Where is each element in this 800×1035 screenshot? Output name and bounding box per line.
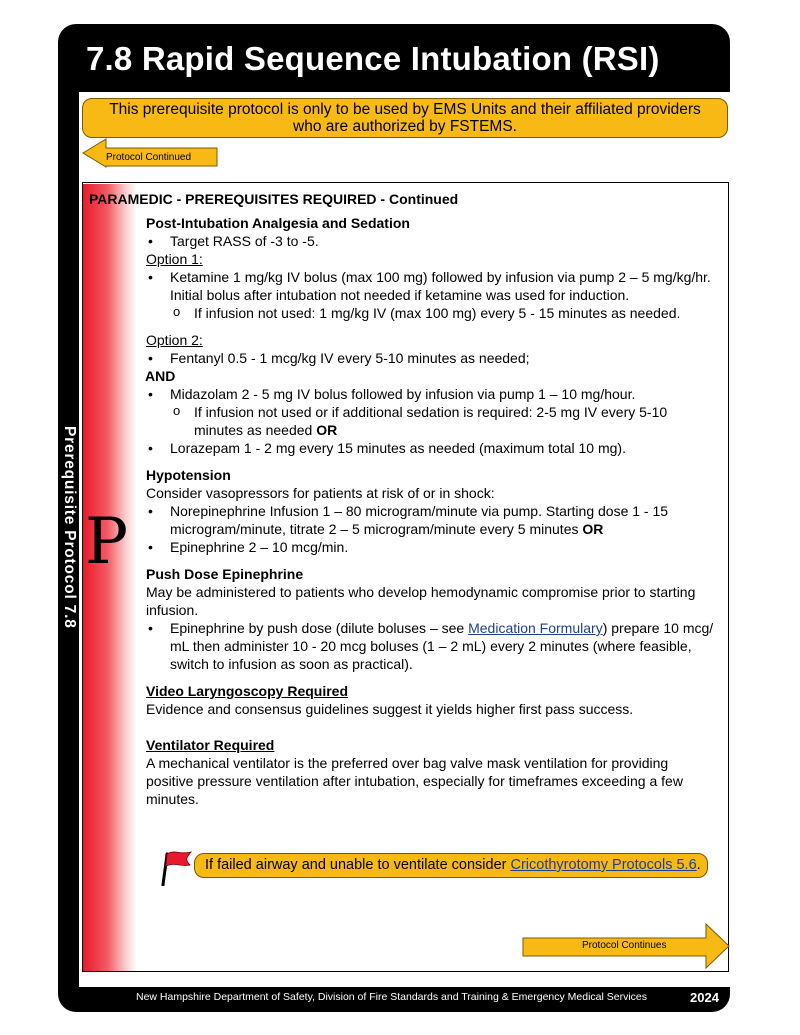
hypotension-title: Hypotension xyxy=(146,467,231,483)
page-title: 7.8 Rapid Sequence Intubation (RSI) xyxy=(86,40,660,77)
protocol-body xyxy=(146,214,730,808)
failed-airway-callout xyxy=(194,853,708,878)
medication-formulary-link[interactable]: Medication Formulary xyxy=(468,620,603,636)
ventilator-line-2: positive pressure ventilation after intubation, especially for timeframes exceeding a few xyxy=(146,773,683,789)
video-laryngoscopy-title: Video Laryngoscopy Required xyxy=(146,683,349,699)
red-flag-icon xyxy=(158,846,194,886)
list-item: • Target RASS of -3 to -5. xyxy=(146,232,730,250)
hypotension-intro: Consider vasopressors for patients at risk of or in shock: xyxy=(146,485,495,501)
sub-item xyxy=(146,403,730,439)
norepi-line-2: microgram/minute, titrate 2 – 5 microgram/minute every 5 minutes xyxy=(170,521,579,537)
or-label: OR xyxy=(316,422,338,438)
ventilator-title: Ventilator Required xyxy=(146,737,275,753)
notice-line-2: who are authorized by FSTEMS. xyxy=(293,118,517,135)
list-item xyxy=(146,268,730,304)
ventilator-line-1: A mechanical ventilator is the preferred over bag valve mask ventilation for providing xyxy=(146,755,669,771)
or-label: OR xyxy=(582,521,604,537)
protocol-continues-label: Protocol Continues xyxy=(582,940,667,951)
footer-year: 2024 xyxy=(690,990,719,1005)
ketamine-line-1: Ketamine 1 mg/kg IV bolus (max 100 mg) followed by infusion via pump 2 – 5 mg/kg/hr. xyxy=(170,269,711,285)
list-item xyxy=(146,619,730,673)
midazolam-sub-line-2: minutes as needed xyxy=(194,422,313,438)
ventilator-line-3: minutes. xyxy=(146,791,199,807)
video-laryngoscopy-text: Evidence and consensus guidelines suggest it yields higher first pass success. xyxy=(146,701,634,717)
list-item xyxy=(146,502,730,538)
push-dose-intro-line-1: May be administered to patients who develop hemodynamic compromise prior to starting xyxy=(146,584,696,600)
list-item: • Lorazepam 1 - 2 mg every 15 minutes as needed (maximum total 10 mg). xyxy=(146,439,730,457)
push-dose-title: Push Dose Epinephrine xyxy=(146,566,304,582)
section-heading: PARAMEDIC - PREREQUISITES REQUIRED - Continued xyxy=(89,191,459,207)
option-2-label: Option 2: xyxy=(146,332,203,348)
list-item: • Epinephrine 2 – 10 mcg/min. xyxy=(146,538,730,556)
push-dose-item-pre: Epinephrine by push dose (dilute boluses – see xyxy=(170,620,469,636)
footer-organization: New Hampshire Department of Safety, Division of Fire Standards and Training & Emergency Medical Services xyxy=(136,991,648,1003)
protocol-continued-button[interactable] xyxy=(82,138,218,168)
protocol-continued-label: Protocol Continued xyxy=(106,152,192,163)
push-dose-intro-line-2: infusion. xyxy=(146,602,199,618)
callout-text-pre: If failed airway and unable to ventilate consider xyxy=(205,857,511,873)
push-dose-item-line-3: switch to infusion as soon as practical). xyxy=(170,656,413,672)
callout-text-post: . xyxy=(696,857,701,873)
norepi-line-1: Norepinephrine Infusion 1 – 80 microgram/minute via pump. Starting dose 1 - 15 xyxy=(170,503,669,519)
push-dose-item-post: ) prepare 10 mcg/ xyxy=(602,620,714,636)
cricothyrotomy-link[interactable]: Cricothyrotomy Protocols 5.6 xyxy=(510,857,697,873)
ketamine-line-2: Initial bolus after intubation not needed if ketamine was used for induction. xyxy=(170,287,630,303)
list-item: • Fentanyl 0.5 - 1 mcg/kg IV every 5-10 minutes as needed; xyxy=(146,349,730,367)
notice-line-1: This prerequisite protocol is only to be used by EMS Units and their affiliated providers xyxy=(109,101,701,118)
sub-item: o If infusion not used: 1 mg/kg IV (max 100 mg) every 5 - 15 minutes as needed. xyxy=(146,304,730,322)
and-label: AND xyxy=(145,368,176,384)
midazolam-sub-line-1: If infusion not used or if additional sedation is required: 2-5 mg IV every 5-10 xyxy=(194,404,668,420)
list-item: • Midazolam 2 - 5 mg IV bolus followed by infusion via pump 1 – 10 mg/hour. xyxy=(146,385,730,403)
push-dose-intro xyxy=(146,583,730,619)
level-letter: P xyxy=(85,505,129,579)
ventilator-text xyxy=(146,754,730,808)
analgesia-title: Post-Intubation Analgesia and Sedation xyxy=(146,215,410,231)
option-1-label: Option 1: xyxy=(146,251,203,267)
sidebar-label-text: Prerequisite Protocol 7.8 xyxy=(61,426,78,629)
sidebar-protocol-label xyxy=(52,426,92,666)
authorization-notice xyxy=(82,98,728,138)
push-dose-item-line-2: mL then administer 10 - 20 mcg boluses (1 – 2 mL) every 2 minutes (where feasible, xyxy=(170,638,692,654)
protocol-continues-button[interactable] xyxy=(522,923,730,969)
